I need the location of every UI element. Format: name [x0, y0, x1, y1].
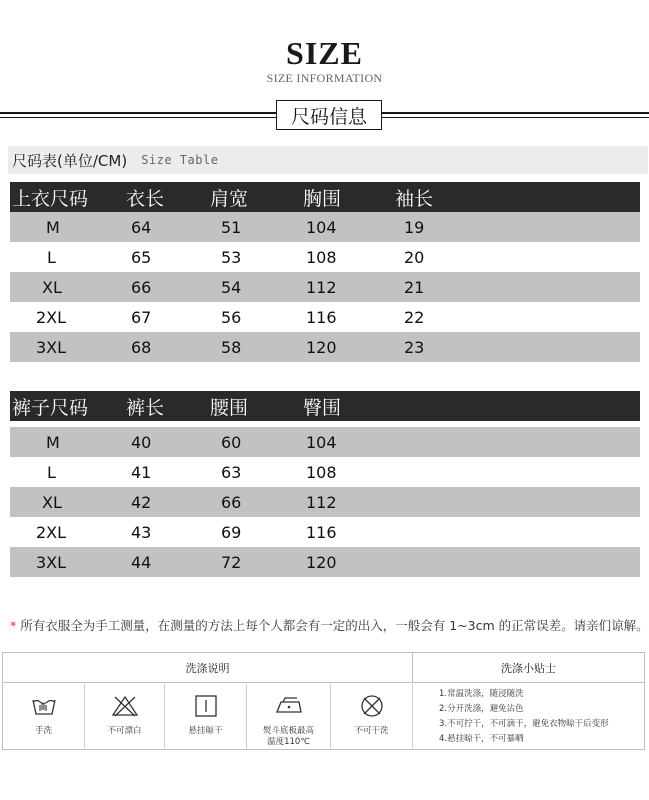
- size-table-label-en: Size Table: [141, 153, 219, 167]
- top-table-header: [10, 182, 640, 212]
- care-tip: 1.常温洗涤，随浸随洗: [439, 689, 524, 699]
- table-cell: 21: [404, 277, 425, 297]
- care-label: 悬挂晾干: [188, 726, 223, 736]
- care-tips-title: 洗涤小贴士: [413, 653, 644, 683]
- care-tip: 2.分开洗涤，避免沾色: [439, 704, 524, 714]
- care-label: [263, 726, 314, 748]
- table-cell: 54: [221, 277, 242, 297]
- care-instructions-title: 洗涤说明: [3, 653, 413, 683]
- table-cell: 112: [306, 492, 337, 512]
- table-cell: L: [47, 247, 56, 267]
- table-cell: 116: [306, 522, 337, 542]
- table-cell: 53: [221, 247, 242, 267]
- size-subtitle: SIZE INFORMATION: [266, 71, 383, 85]
- table-cell: 22: [404, 307, 425, 327]
- table-cell: 108: [306, 462, 337, 482]
- divider-right: [382, 112, 649, 114]
- care-label: 不可漂白: [107, 726, 142, 736]
- table-cell: 68: [131, 337, 152, 357]
- divider-left: [0, 112, 276, 114]
- table-cell: XL: [42, 277, 62, 297]
- table-cell: 44: [131, 552, 152, 572]
- table-cell: 120: [306, 337, 337, 357]
- table-row: [10, 547, 640, 577]
- header-cell: 胸围: [303, 187, 342, 210]
- care-label: 不可干洗: [354, 726, 389, 736]
- table-row: [10, 517, 640, 547]
- care-label: 手洗: [34, 726, 52, 736]
- table-cell: M: [46, 432, 60, 452]
- divider-right-thin: [382, 117, 649, 118]
- note-text: 所有衣服全为手工测量，在测量的方法上每个人都会有一定的出入，一般会有 1~3cm 的正常误差。请亲们谅解。: [20, 618, 649, 633]
- header-cell: 腰围: [210, 396, 249, 419]
- table-cell: 3XL: [36, 552, 67, 572]
- care-item-no-bleach: [85, 684, 165, 749]
- header-cell: 裤长: [126, 396, 165, 419]
- size-table-label: [8, 146, 648, 174]
- table-cell: 43: [131, 522, 152, 542]
- measurement-note: [10, 616, 649, 634]
- table-row: [10, 212, 640, 242]
- header-cell: 肩宽: [210, 187, 249, 210]
- table-cell: 3XL: [36, 337, 67, 357]
- top-size-table: [10, 182, 640, 362]
- divider-left-thin: [0, 117, 276, 118]
- table-cell: 116: [306, 307, 337, 327]
- section-title: 尺码信息: [276, 100, 382, 130]
- table-cell: 104: [306, 432, 337, 452]
- table-cell: 63: [221, 462, 242, 482]
- header-cell: 裤子尺码: [12, 396, 89, 419]
- header-cell: 衣长: [126, 187, 165, 210]
- table-cell: 108: [306, 247, 337, 267]
- table-cell: 67: [131, 307, 152, 327]
- table-cell: 23: [404, 337, 425, 357]
- care-tip: 3.不可拧干，不可滴干，避免衣物晾干后变形: [439, 719, 609, 729]
- table-cell: 65: [131, 247, 152, 267]
- table-cell: 69: [221, 522, 242, 542]
- table-cell: 112: [306, 277, 337, 297]
- table-cell: 40: [131, 432, 152, 452]
- header-cell: 臀围: [303, 396, 342, 419]
- care-item-no-dry-clean: [331, 684, 413, 749]
- table-cell: 66: [221, 492, 242, 512]
- table-cell: M: [46, 217, 60, 237]
- size-table-label-cn: 尺码表(单位/CM): [12, 151, 128, 170]
- table-row: [10, 427, 640, 457]
- size-title: SIZE: [286, 35, 363, 71]
- table-cell: 20: [404, 247, 425, 267]
- table-cell: 104: [306, 217, 337, 237]
- note-marker: *: [10, 618, 17, 633]
- table-cell: 64: [131, 217, 152, 237]
- care-tips-list: [439, 687, 639, 747]
- table-cell: 2XL: [36, 307, 67, 327]
- table-cell: XL: [42, 492, 62, 512]
- care-panel: [2, 652, 645, 750]
- table-cell: 41: [131, 462, 152, 482]
- pants-table-header: [10, 391, 640, 421]
- table-cell: 58: [221, 337, 242, 357]
- table-cell: 19: [404, 217, 425, 237]
- table-row: [10, 302, 640, 332]
- table-row: [10, 457, 640, 487]
- header-cell: 袖长: [395, 187, 434, 210]
- table-cell: 66: [131, 277, 152, 297]
- hang-dry-icon: [192, 684, 220, 722]
- iron-icon: [273, 684, 305, 722]
- header-cell: 上衣尺码: [12, 187, 89, 210]
- care-item-iron: [247, 684, 331, 749]
- iron-label-line: 熨斗底板最高 温度110℃: [262, 726, 314, 747]
- table-cell: 120: [306, 552, 337, 572]
- table-cell: 56: [221, 307, 242, 327]
- care-item-hand-wash: [3, 684, 85, 749]
- care-tip: 4.悬挂晾干，不可暴晒: [439, 734, 524, 744]
- table-cell: L: [47, 462, 56, 482]
- table-cell: 51: [221, 217, 242, 237]
- table-cell: 60: [221, 432, 242, 452]
- hand-wash-icon: [30, 684, 58, 722]
- no-dry-clean-icon: [358, 684, 386, 722]
- table-cell: 2XL: [36, 522, 67, 542]
- pants-size-table: [10, 391, 640, 577]
- table-row: [10, 332, 640, 362]
- table-row: [10, 272, 640, 302]
- table-row: [10, 242, 640, 272]
- care-item-hang-dry: [165, 684, 247, 749]
- no-bleach-icon: [111, 684, 139, 722]
- table-row: [10, 487, 640, 517]
- table-cell: 72: [221, 552, 242, 572]
- table-cell: 42: [131, 492, 152, 512]
